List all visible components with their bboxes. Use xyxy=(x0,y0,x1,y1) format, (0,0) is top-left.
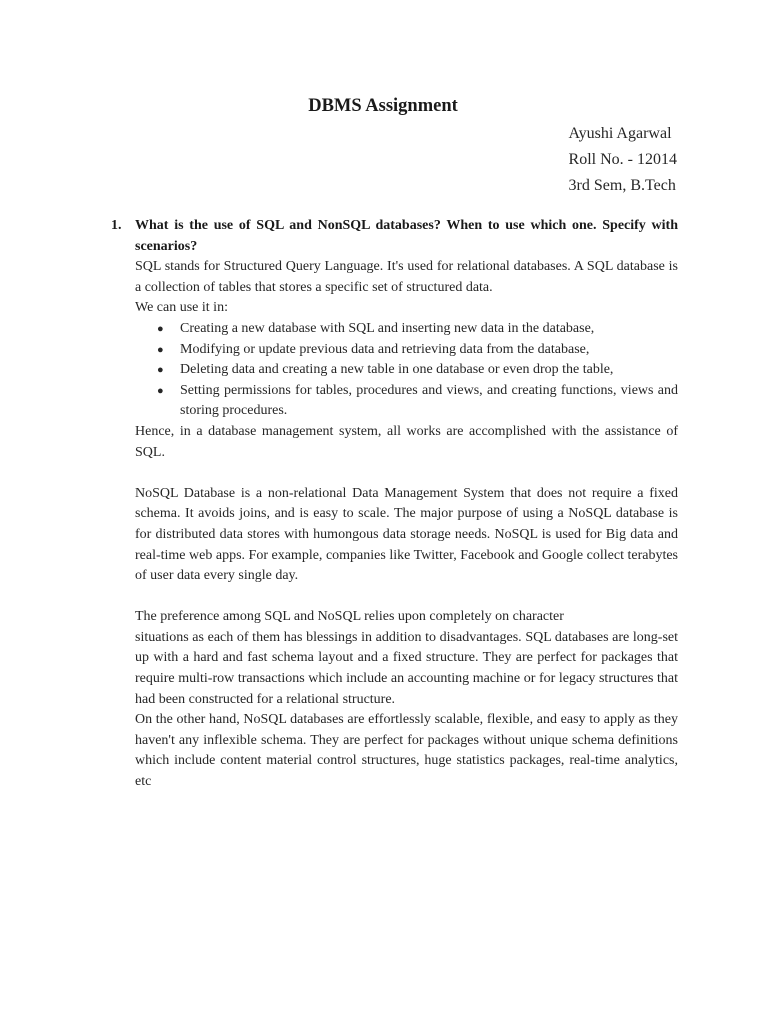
preference-paragraph xyxy=(135,607,678,710)
sql-uses-list xyxy=(135,319,678,422)
sql-conclusion-paragraph: Hence, in a database management system, all works are accomplished with the assistance of SQL. xyxy=(135,423,678,460)
bullet-icon: ● xyxy=(157,364,164,377)
question-1 xyxy=(111,216,678,793)
list-item-text: Modifying or update previous data and retrieving data from the database, xyxy=(180,341,590,357)
preference-first-line: The preference among SQL and NoSQL relies upon completely on character xyxy=(135,609,564,625)
sql-intro-paragraph: SQL stands for Structured Query Language. It's used for relational databases. A SQL database is a collection of tables that stores a specific set of structured data. xyxy=(135,259,678,295)
author-name: Ayushi Agarwal xyxy=(568,125,672,142)
bullet-icon: ● xyxy=(157,343,164,356)
list-item xyxy=(157,381,678,422)
list-item xyxy=(157,360,678,381)
list-item-text: Creating a new database with SQL and inserting new data in the database, xyxy=(180,320,595,336)
list-item xyxy=(157,319,678,340)
question-text: What is the use of SQL and NonSQL databases? When to use which one. Specify with scenarios? xyxy=(135,218,678,254)
semester: 3rd Sem, B.Tech xyxy=(568,177,676,194)
list-item-text: Deleting data and creating a new table in one database or even drop the table, xyxy=(180,362,614,378)
list-item-text: Setting permissions for tables, procedures and views, and creating functions, views and storing procedures. xyxy=(180,382,678,419)
bullet-icon: ● xyxy=(157,384,164,397)
roll-number: Roll No. - 12014 xyxy=(568,151,677,168)
list-item xyxy=(157,340,678,361)
question-heading xyxy=(111,216,678,257)
question-number: 1. xyxy=(111,218,122,233)
sql-use-intro: We can use it in: xyxy=(135,300,228,316)
answer-body xyxy=(111,257,678,792)
other-hand-paragraph: On the other hand, NoSQL databases are effortlessly scalable, flexible, and easy to apply as they haven't any inflexible schema. They are perfect for packages without unique schema definitions which include content material control structures, huge statistics packages, real-time analytics, etc xyxy=(135,712,678,790)
nosql-paragraph: NoSQL Database is a non-relational Data Management System that does not require a fixed schema. It avoids joins, and is easy to scale. The major purpose of using a NoSQL database is for distributed data stores with humongous data storage needs. NoSQL is used for Big data and real-time web apps. For example, companies like Twitter, Facebook and Google collect terabytes of user data every single day. xyxy=(135,485,678,584)
preference-rest: situations as each of them has blessings in addition to disadvantages. SQL databases are long-set up with a hard and fast schema layout and a fixed structure. They are perfect for packages that require multi-row transactions which include an accounting machine or for legacy structures that had been constructed for a relational structure. xyxy=(135,629,678,707)
document-title: DBMS Assignment xyxy=(308,96,458,116)
author-block xyxy=(569,121,677,199)
bullet-icon: ● xyxy=(157,322,164,335)
